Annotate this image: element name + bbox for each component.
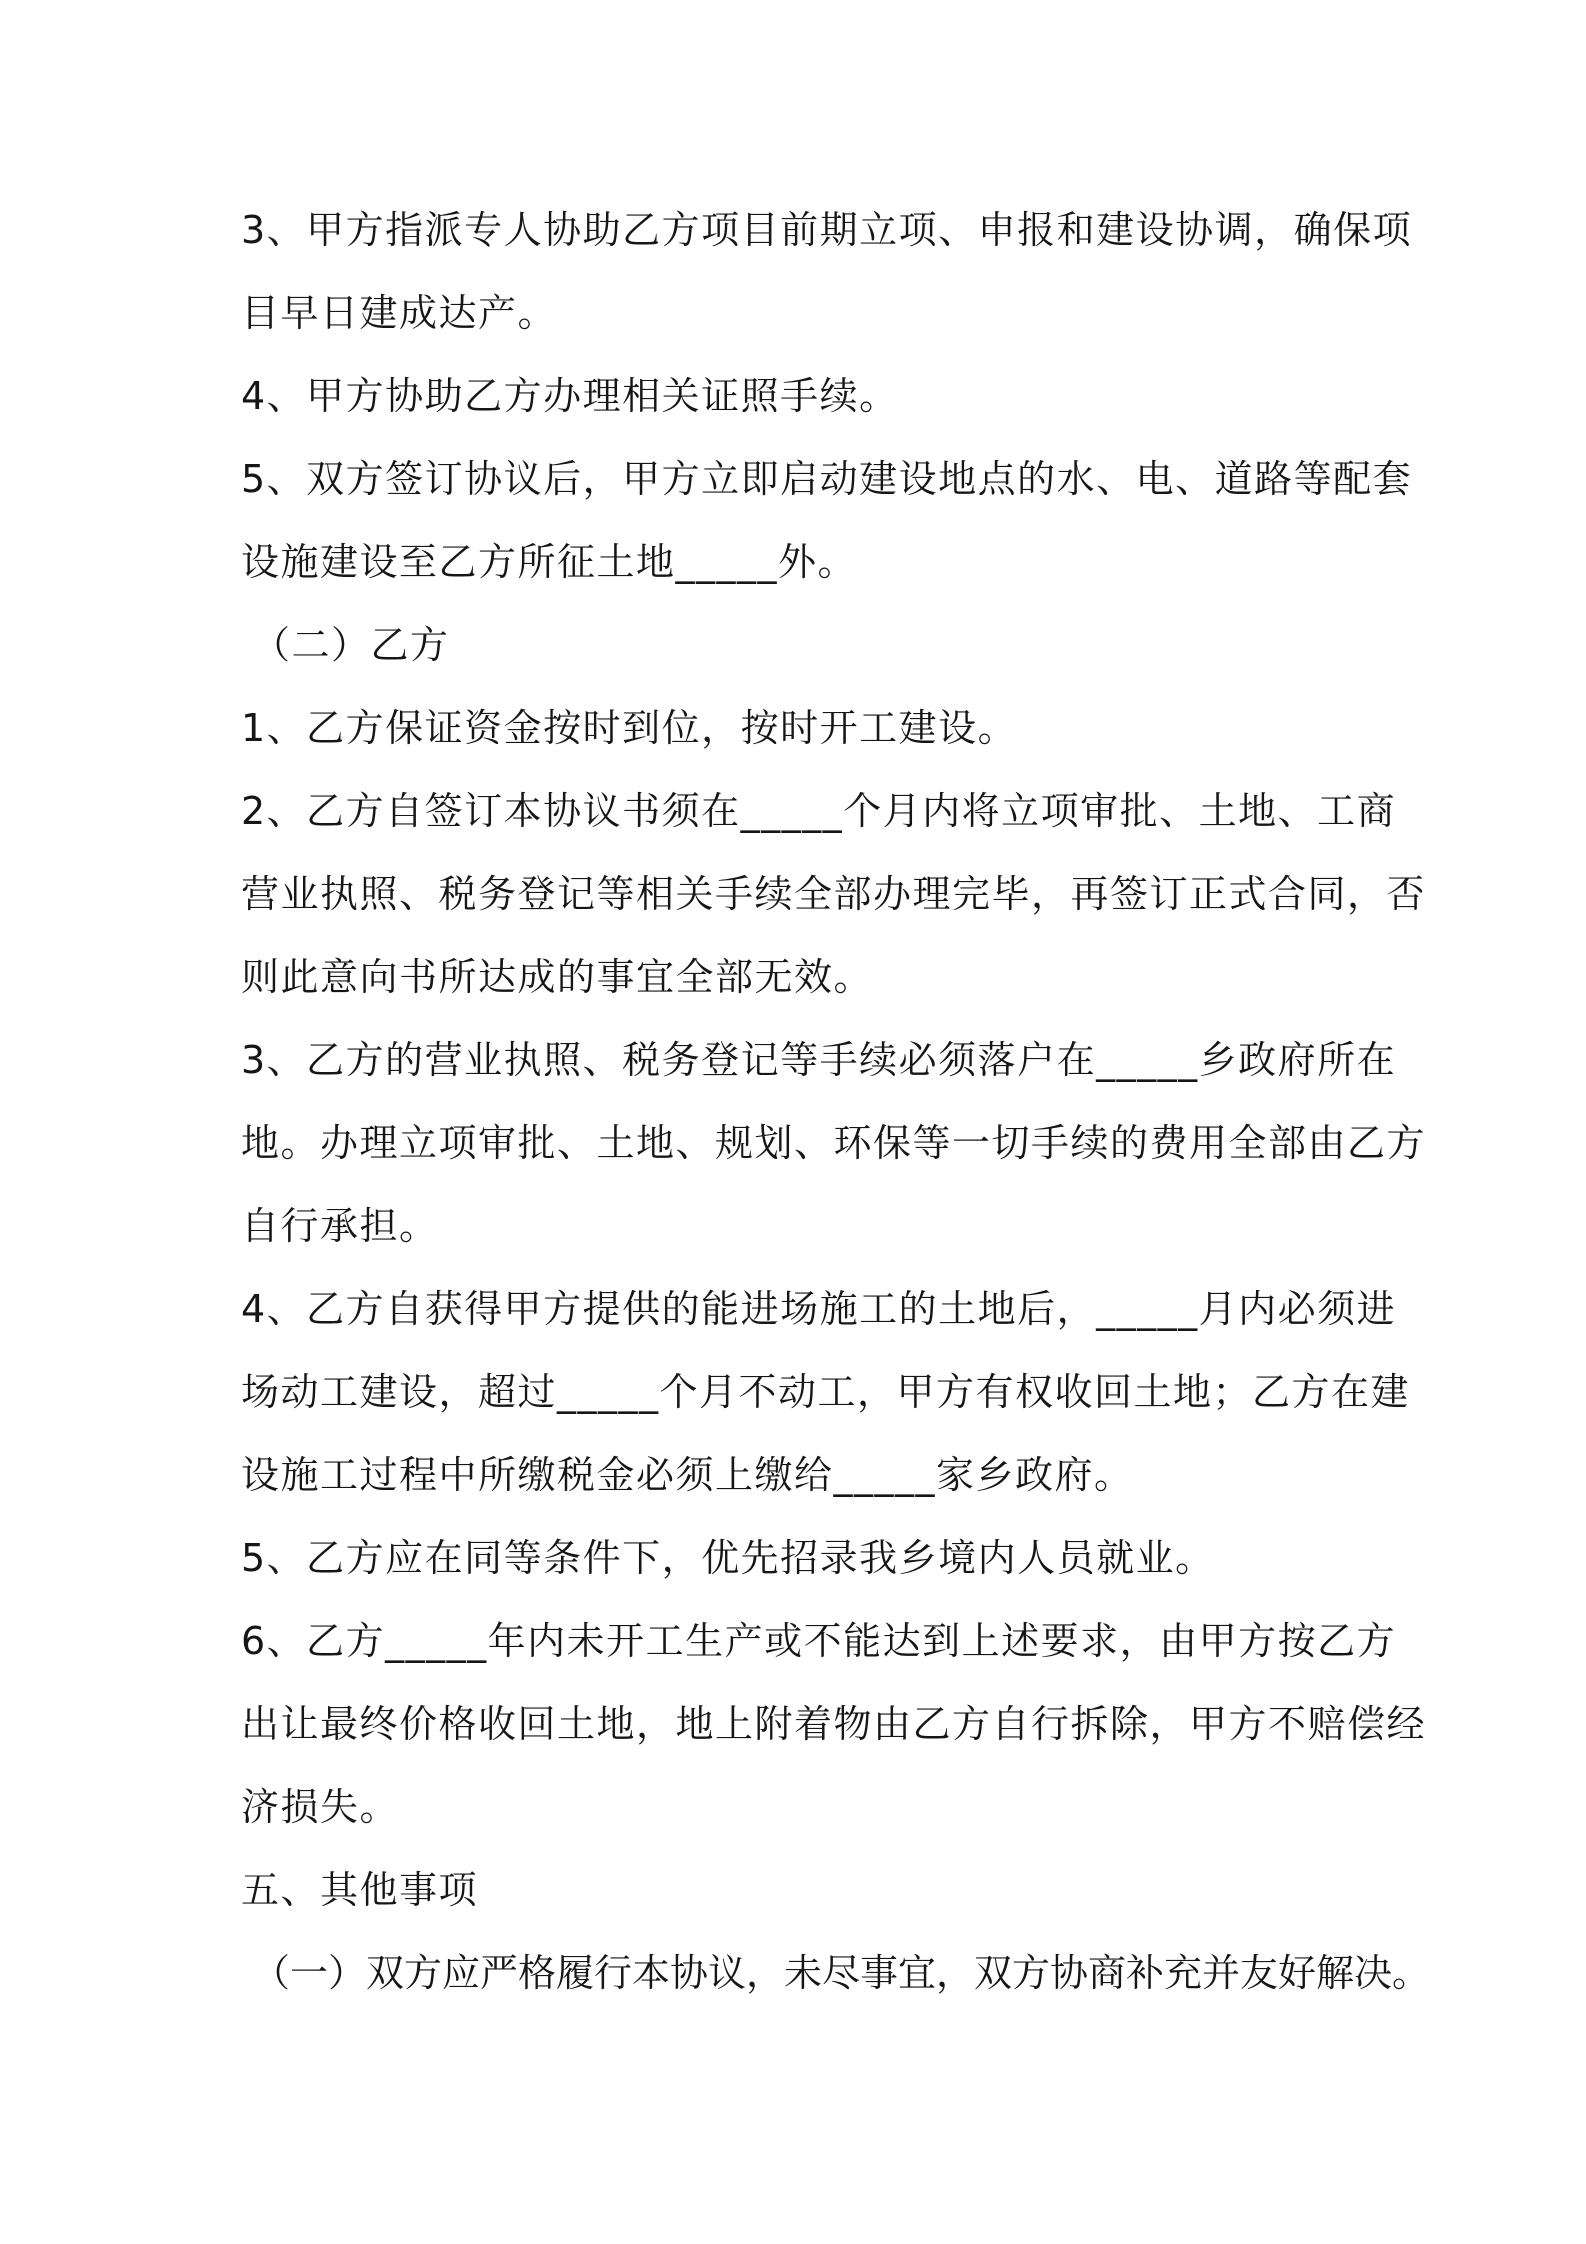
text-line: 营业执照、税务登记等相关手续全部办理完毕，再签订正式合同，否 [241,872,1427,916]
text-line: 3、乙方的营业执照、税务登记等手续必须落户在_____乡政府所在 [241,1038,1397,1082]
text-line: 设施建设至乙方所征土地_____外。 [241,540,858,584]
text-line: 5、乙方应在同等条件下，优先招录我乡境内人员就业。 [241,1536,1215,1580]
text-line: 1、乙方保证资金按时到位，按时开工建设。 [241,706,1018,750]
text-line: 6、乙方_____年内未开工生产或不能达到上述要求，由甲方按乙方 [241,1619,1397,1663]
text-line: 设施工过程中所缴税金必须上缴给_____家乡政府。 [241,1453,1134,1497]
text-line: 济损失。 [241,1785,400,1829]
section-heading: 五、其他事项 [241,1868,479,1912]
text-line: 4、甲方协助乙方办理相关证照手续。 [241,374,899,418]
text-line: （一）双方应严格履行本协议，未尽事宜，双方协商补充并友好解决。 [252,1951,1431,1995]
text-line: 场动工建设，超过_____个月不动工，甲方有权收回土地；乙方在建 [241,1370,1411,1414]
text-line: 出让最终价格收回土地，地上附着物由乙方自行拆除，甲方不赔偿经 [241,1702,1427,1746]
text-line: 则此意向书所达成的事宜全部无效。 [241,955,874,999]
text-line: 2、乙方自签订本协议书须在_____个月内将立项审批、土地、工商 [241,789,1397,833]
text-line: 自行承担。 [241,1204,439,1248]
text-line: 3、甲方指派专人协助乙方项目前期立项、申报和建设协调，确保项 [241,208,1413,252]
text-line: 5、双方签订协议后，甲方立即启动建设地点的水、电、道路等配套 [241,457,1413,501]
text-line: 地。办理立项审批、土地、规划、环保等一切手续的费用全部由乙方 [241,1121,1427,1165]
text-line: 目早日建成达产。 [241,291,558,335]
text-line: 4、乙方自获得甲方提供的能进场施工的土地后，_____月内必须进 [241,1287,1397,1331]
section-heading: （二）乙方 [252,623,450,667]
